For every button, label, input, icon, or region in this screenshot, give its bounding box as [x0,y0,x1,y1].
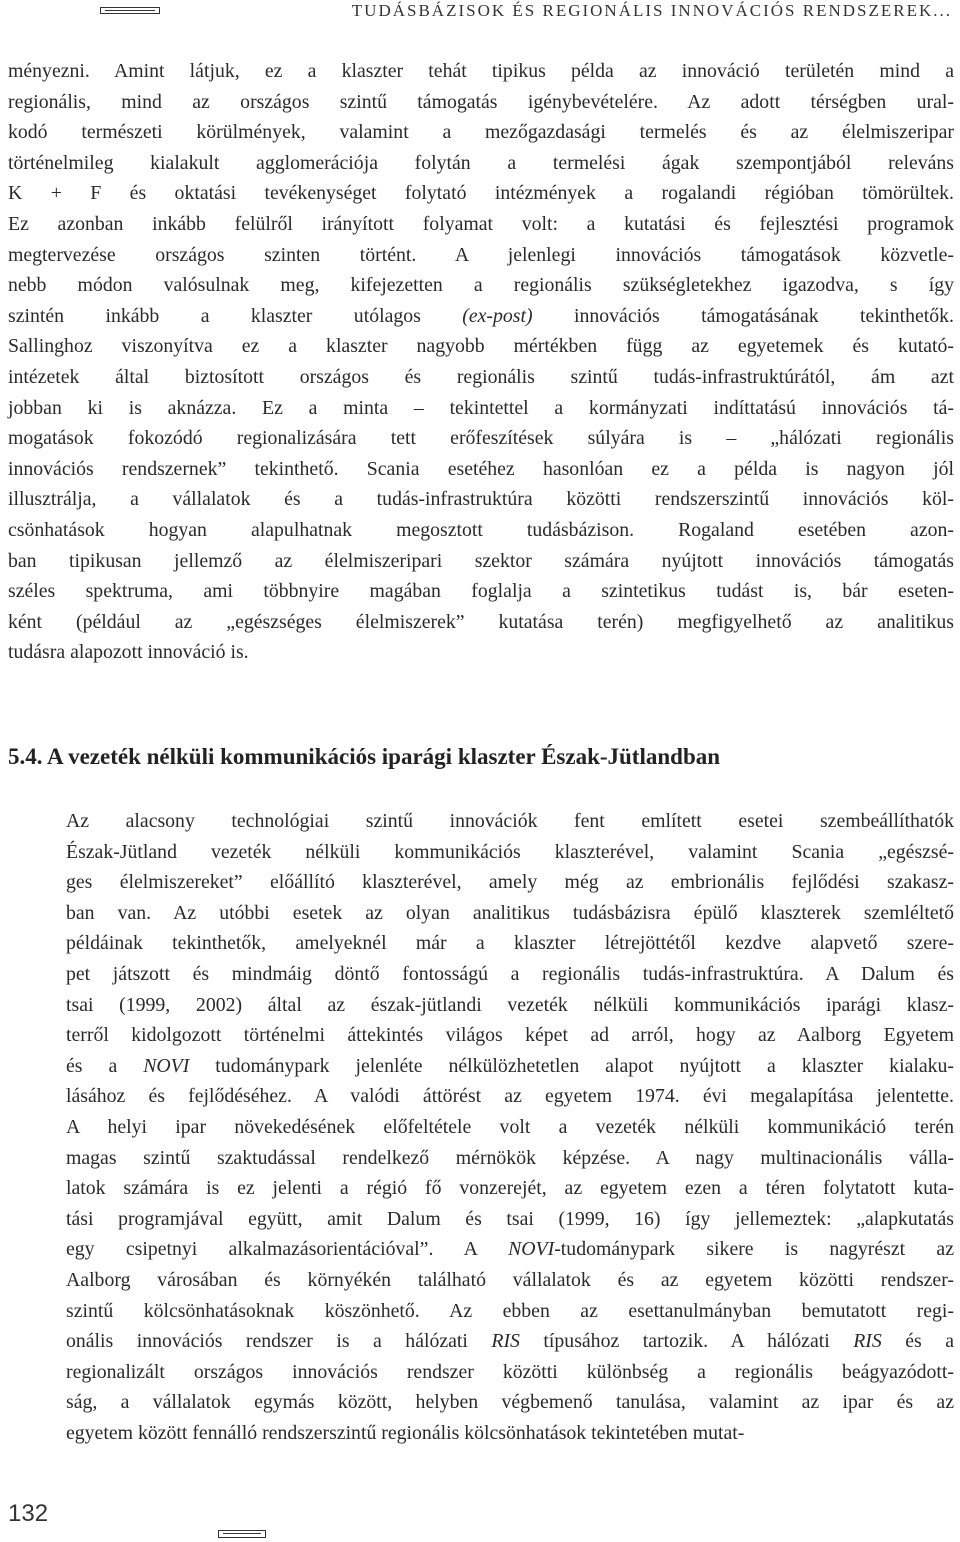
text-line: ban tipikusan jellemző az élelmiszeripari szektor számára nyújtott innovációs támogatás [8,549,954,572]
text-line: Észak-Jütland vezeték nélküli kommunikációs klaszterével, valamint Scania „egészsé- [66,840,954,863]
section-heading: 5.4. A vezeték nélküli kommunikációs iparági klaszter Észak-Jütlandban [8,744,721,769]
text-line: regionalizált országos innovációs rendszer közötti különbség a regionális beágyazódott- [66,1360,954,1383]
text-line: K + F és oktatási tevékenységet folytató intézmények a rogalandi régióban tömörültek. [8,182,954,205]
text-line: regionális, mind az országos szintű támogatás igénybevételére. Az adott térségben ural- [8,90,954,113]
text-line: szintű kölcsönhatásoknak köszönhető. Az ebben az esettanulmányban bemutatott regi- [66,1299,954,1322]
text-line: csönhatások hogyan alapulhatnak megosztott tudásbázison. Rogaland esetében azon- [8,518,954,541]
footer-ornament-icon [218,1530,266,1538]
text-line: A helyi ipar növekedésének előfeltétele volt a vezeték nélküli kommunikáció terén [66,1115,954,1138]
text-line: példáinak tekinthetők, amelyeknél már a klaszter létrejöttétől kezdve alapvető szere- [66,932,954,955]
text-line: Sallinghoz viszonyítva ez a klaszter nagyobb mértékben függ az egyetemek és kutató- [8,335,954,358]
text-line: ges élelmiszereket” előállító klaszterével, amely még az embrionális fejlődési szakasz- [66,871,954,894]
text-line: ményezni. Amint látjuk, ez a klaszter tehát tipikus példa az innováció területén mind a [8,60,954,82]
text-line: Az alacsony technológiai szintű innovációk fent említett esetei szembeállíthatók [66,810,954,832]
text-line: tsai (1999, 2002) által az észak-jütlandi vezeték nélküli kommunikációs iparági klasz- [66,993,954,1016]
text-line: onális innovációs rendszer is a hálózati RIS típusához tartozik. A hálózati RIS és a [66,1330,954,1353]
text-line: egy csipetnyi alkalmazásorientációval”. A NOVI-tudománypark sikere is nagyrészt az [66,1238,954,1261]
text-line: ban van. Az utóbbi esetek az olyan analitikus tudásbázisra épülő klaszterek szemléltető [66,901,954,924]
text-line: ság, a vállalatok egymás között, helyben végbemenő tanulása, valamint az ipar és az [66,1391,954,1414]
text-line: tudásra alapozott innováció is. [8,641,249,664]
text-line: magas szintű szaktudással rendelkező mérnökök képzése. A nagy multinacionális válla- [66,1146,954,1169]
body-paragraph-2 [8,806,954,1448]
text-line: lásához és fejlődéséhez. A valódi áttörést az egyetem 1974. évi megalapítása jelentette. [66,1085,954,1108]
text-line: és a NOVI tudománypark jelenléte nélkülözhetetlen alapot nyújtott a klaszter kialaku- [66,1054,954,1077]
text-line: ként (például az „egészséges élelmiszerek” kutatása terén) megfigyelhető az analitikus [8,610,954,633]
text-line: terről kidolgozott történelmi áttekintés világos képet ad arról, hogy az Aalborg Egyetem [66,1024,954,1047]
text-line: mogatások fokozódó regionalizására tett erőfeszítések súlyára is – „hálózati regionális [8,427,954,450]
running-title: TUDÁSBÁZISOK ÉS REGIONÁLIS INNOVÁCIÓS RENDSZEREK... [351,1,952,20]
text-line: innovációs rendszernek” tekinthető. Scania esetéhez hasonlóan ez a példa is nagyon jól [8,457,954,480]
text-line: megtervezése országos szinten történt. A jelenlegi innovációs támogatások közvetle- [8,243,954,266]
text-line: tási programjával együtt, amit Dalum és tsai (1999, 16) így jellemeztek: „alapkutatás [66,1207,954,1230]
header-ornament-icon [100,7,160,14]
page-number: 132 [8,1500,49,1527]
running-header [0,0,960,30]
text-line: egyetem között fennálló rendszerszintű regionális kölcsönhatások tekintetében mutat- [66,1421,745,1444]
text-line: kodó természeti körülmények, valamint a mezőgazdasági termelés és az élelmiszeripar [8,121,954,144]
text-line: széles spektruma, ami többnyire magában foglalja a szintetikus tudást is, bár eseten- [8,580,954,603]
text-line: történelmileg kialakult agglomerációja folytán a termelési ágak szempontjából releváns [8,151,954,174]
text-line: Ez azonban inkább felülről irányított folyamat volt: a kutatási és fejlesztési programok [8,212,954,235]
text-line: szintén inkább a klaszter utólagos (ex-post) innovációs támogatásának tekinthetők. [8,304,954,327]
text-line: jobban ki is aknázza. Ez a minta – tekintettel a kormányzati indíttatású innovációs tá- [8,396,954,419]
text-line: illusztrálja, a vállalatok és a tudás-infrastruktúra közötti rendszerszintű innovációs köl- [8,488,954,511]
text-line: latok számára is ez jelenti a régió fő vonzerejét, az egyetem ezen a téren folytatott kuta- [66,1177,954,1200]
text-line: nebb módon valósulnak meg, kifejezetten a regionális szükségletekhez igazodva, s így [8,274,954,297]
text-line: pet játszott és mindmáig döntő fontosságú a regionális tudás-infrastruktúra. A Dalum és [66,962,954,985]
text-line: intézetek által biztosított országos és regionális szintű tudás-infrastruktúrától, ám azt [8,365,954,388]
text-line: Aalborg városában és környékén található vállalatok és az egyetem közötti rendszer- [66,1268,954,1291]
body-paragraph-1 [8,56,954,668]
